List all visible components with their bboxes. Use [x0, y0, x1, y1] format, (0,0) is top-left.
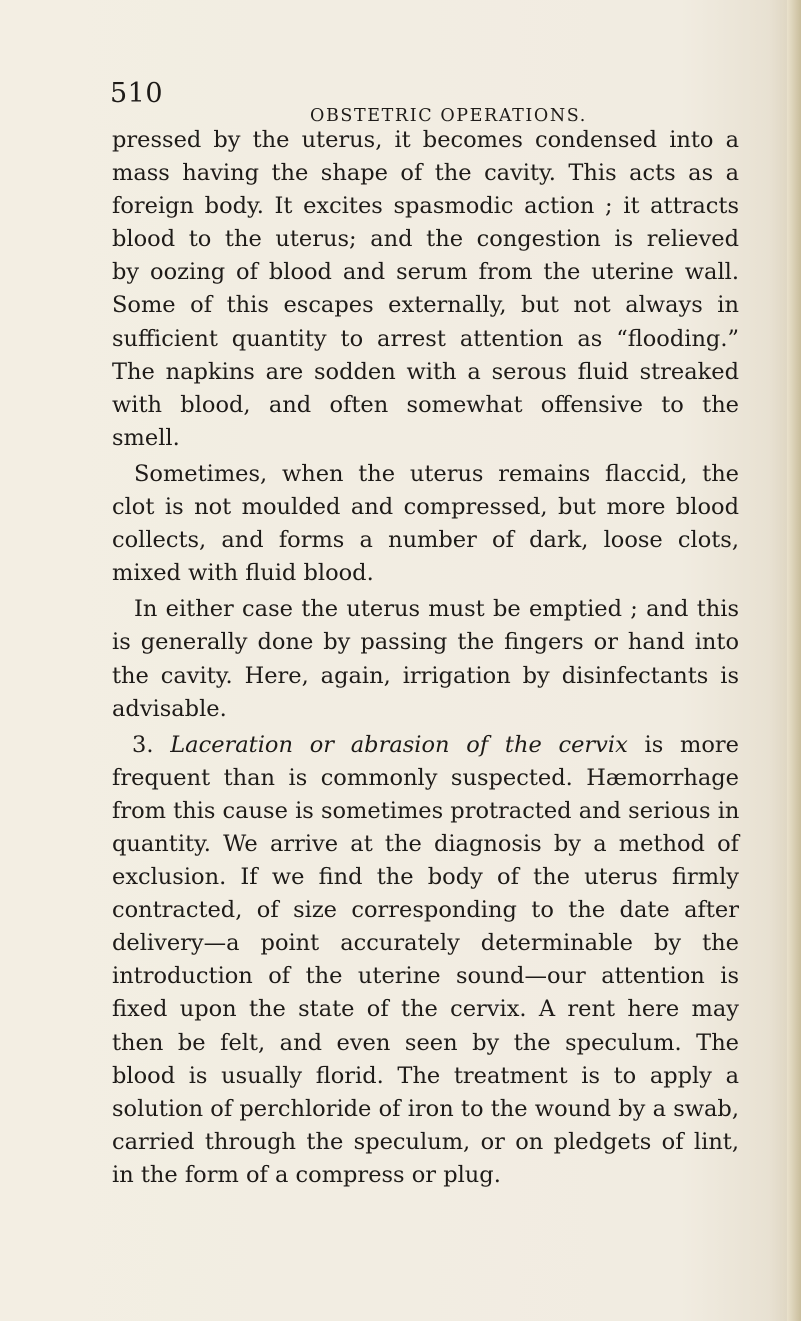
text-line: pressed by the uterus, it becomes condensed into a — [112, 127, 739, 153]
text-line-numbered — [112, 729, 739, 762]
italic-heading: Laceration or abrasion of the cervix — [170, 731, 628, 758]
text-line: introduction of the uterine sound—our attention is — [112, 963, 739, 990]
text-line: then be felt, and even seen by the speculum. The — [112, 1029, 739, 1056]
text-line: delivery—a point accurately determinable by the — [112, 930, 739, 957]
item-number: 3. — [132, 731, 154, 758]
text-line: the cavity. Here, again, irrigation by disinfectants is — [112, 662, 739, 689]
text-line: sufficient quantity to arrest attention as “flooding.” — [112, 325, 739, 352]
text-line: Some of this escapes externally, but not always in — [112, 292, 739, 319]
text-line: quantity. We arrive at the diagnosis by a method of — [112, 830, 739, 857]
text-line: foreign body. It excites spasmodic action ; it attracts — [112, 193, 739, 220]
text-line: carried through the speculum, or on pledgets of lint, — [112, 1128, 739, 1155]
text-line: from this cause is sometimes protracted and serious in — [112, 797, 740, 824]
text-line: Sometimes, when the uterus remains flaccid, the — [134, 460, 739, 487]
text-line: smell. — [112, 424, 180, 451]
text-line: blood is usually florid. The treatment is to apply a — [112, 1062, 739, 1089]
text-line: with blood, and often somewhat offensive to the — [112, 391, 739, 418]
text-line: blood to the uterus; and the congestion is relieved — [112, 226, 739, 253]
text-line: contracted, of size corresponding to the date after — [112, 897, 739, 924]
body-text — [112, 124, 739, 1192]
text-line: mass having the shape of the cavity. This acts as a — [112, 160, 739, 187]
text-line: is generally done by passing the fingers or hand into — [112, 629, 739, 656]
text-line: exclusion. If we find the body of the uterus firmly — [112, 864, 739, 891]
text-line: In either case the uterus must be emptied ; and this — [134, 596, 739, 623]
text-line: frequent than is commonly suspected. Hæmorrhage — [112, 764, 739, 791]
text-line: by oozing of blood and serum from the uterine wall. — [112, 259, 739, 286]
page-edge — [787, 0, 801, 1321]
text-line: clot is not moulded and compressed, but more blood — [112, 494, 739, 521]
running-title: OBSTETRIC OPERATIONS. — [310, 106, 587, 126]
text-line: The napkins are sodden with a serous fluid streaked — [112, 358, 739, 385]
text-line: fixed upon the state of the cervix. A rent here may — [112, 996, 739, 1023]
text-line: mixed with fluid blood. — [112, 560, 374, 587]
text-line: solution of perchloride of iron to the wound by a swab, — [112, 1095, 739, 1122]
text-line: collects, and forms a number of dark, loose clots, — [112, 527, 739, 554]
text-line: in the form of a compress or plug. — [112, 1161, 501, 1188]
page-number: 510 — [110, 78, 164, 109]
page-header — [110, 78, 730, 126]
line-remainder: is more — [644, 731, 739, 758]
text-line: advisable. — [112, 695, 227, 722]
